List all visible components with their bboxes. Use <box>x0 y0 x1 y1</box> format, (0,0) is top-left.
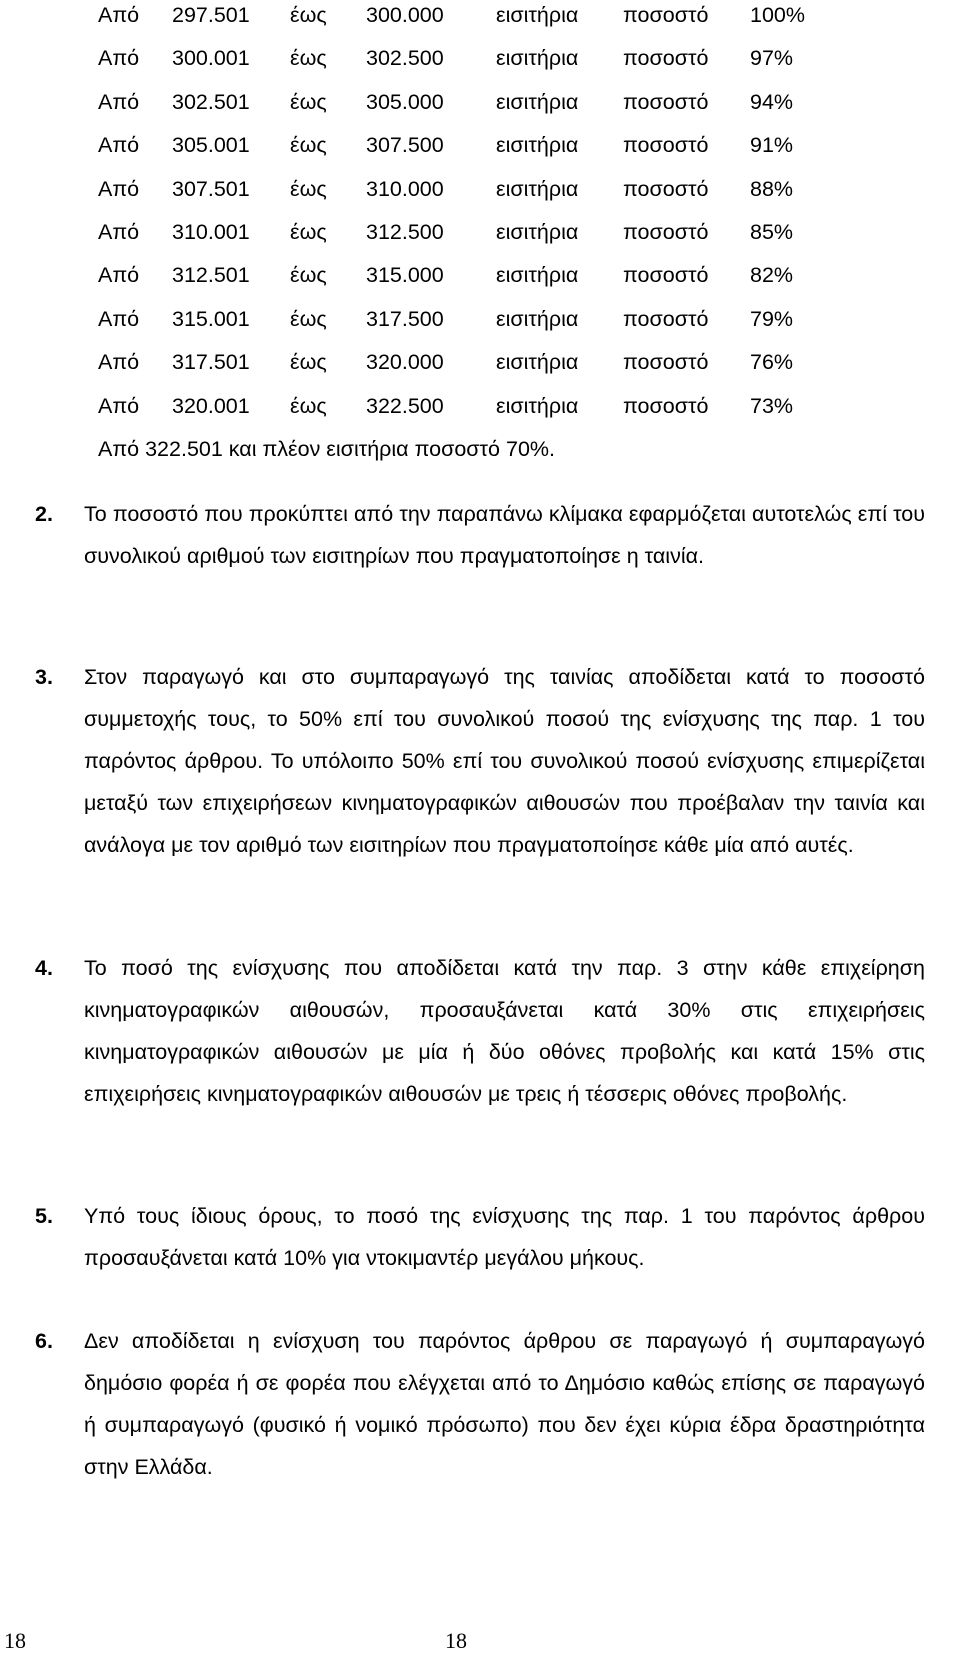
tier-tickets: εισιτήρια <box>496 133 579 158</box>
tier-to: έως <box>290 133 327 158</box>
tier-from: Από <box>98 350 140 375</box>
tier-pct-label: ποσοστό <box>623 3 709 27</box>
tier-row <box>98 174 858 217</box>
tier-from: Από <box>98 176 140 201</box>
tier-upper: 305.000 <box>366 89 444 114</box>
tier-upper: 312.500 <box>366 219 444 244</box>
tier-lower: 302.501 <box>172 89 250 114</box>
paragraph-4 <box>35 947 925 1115</box>
paragraph-text: Δεν αποδίδεται η ενίσχυση του παρόντος άρθρου σε παραγωγό ή συμπαραγωγό δημόσιο φορέα ή σε φορέα που ελέγχεται από το Δημόσιο καθώς επίσης σε παραγωγό ή συμπαραγωγό (φυσικό ή νομικό πρόσωπο) που δεν έχει κύρια έδρα δραστηριότητα στην Ελλάδα. <box>84 1329 925 1479</box>
paragraph-number: 5. <box>35 1204 53 1228</box>
tier-from: Από <box>98 219 140 244</box>
paragraph-6 <box>35 1320 925 1488</box>
tier-to: έως <box>290 89 327 114</box>
tier-from: Από <box>98 263 140 288</box>
tier-tickets: εισιτήρια <box>496 350 579 375</box>
paragraph-5 <box>35 1195 925 1279</box>
tier-to: έως <box>290 393 327 418</box>
tier-pct: 100% <box>750 3 805 27</box>
paragraph-number: 6. <box>35 1329 53 1353</box>
tier-tickets: εισιτήρια <box>496 306 579 331</box>
tier-to: έως <box>290 219 327 244</box>
tier-pct: 94% <box>750 89 794 114</box>
tier-lower: 310.001 <box>172 219 250 244</box>
paragraph-text: Το ποσοστό που προκύπτει από την παραπάνω κλίμακα εφαρμόζεται αυτοτελώς επί του συνολικού αριθμού των εισιτηρίων που πραγματοποίησε η ταινία. <box>84 502 925 568</box>
tier-from: Από <box>98 133 140 158</box>
tier-tickets: εισιτήρια <box>496 393 579 418</box>
tier-tickets: εισιτήρια <box>496 219 579 244</box>
paragraph-2 <box>35 493 925 577</box>
tier-pct-label: ποσοστό <box>623 46 709 71</box>
tier-to: έως <box>290 3 327 27</box>
tier-from: Από <box>98 393 140 418</box>
ticket-tier-table <box>98 0 858 477</box>
tier-upper: 307.500 <box>366 133 444 158</box>
tier-to: έως <box>290 350 327 375</box>
tier-lower: 305.001 <box>172 133 250 158</box>
tier-lower: 312.501 <box>172 263 250 288</box>
tier-row <box>98 0 858 43</box>
tier-pct: 85% <box>750 219 794 244</box>
tier-pct-label: ποσοστό <box>623 89 709 114</box>
tier-pct-label: ποσοστό <box>623 219 709 244</box>
tier-pct: 73% <box>750 393 794 418</box>
tier-to: έως <box>290 306 327 331</box>
tier-pct: 97% <box>750 46 794 71</box>
tier-upper: 302.500 <box>366 46 444 71</box>
tier-row <box>98 260 858 303</box>
page-number-center: 18 <box>445 1628 467 1653</box>
tier-row <box>98 87 858 130</box>
tier-pct: 76% <box>750 350 794 375</box>
paragraph-number: 3. <box>35 665 53 689</box>
paragraph-text: Υπό τους ίδιους όρους, το ποσό της ενίσχυσης της παρ. 1 του παρόντος άρθρου προσαυξάνεται κατά 10% για ντοκιμαντέρ μεγάλου μήκους. <box>84 1204 925 1270</box>
tier-upper: 310.000 <box>366 176 444 201</box>
tier-pct-label: ποσοστό <box>623 350 709 375</box>
tier-lower: 300.001 <box>172 46 250 71</box>
tier-upper: 322.500 <box>366 393 444 418</box>
paragraph-text: Στον παραγωγό και στο συμπαραγωγό της ταινίας αποδίδεται κατά το ποσοστό συμμετοχής τους, το 50% επί του συνολικού ποσού της ενίσχυσης της παρ. 1 του παρόντος άρθρου. Το υπόλοιπο 50% επί του συνολικού ποσού ενίσχυσης επιμερίζεται μεταξύ των επιχειρήσεων κινηματογραφικών αιθουσών που προέβαλαν την ταινία και ανάλογα με τον αριθμό των εισιτηρίων που πραγματοποίησε κάθε μία από αυτές. <box>84 665 925 857</box>
tier-upper: 315.000 <box>366 263 444 288</box>
tier-from: Από <box>98 3 140 27</box>
tier-row <box>98 391 858 434</box>
tier-pct: 79% <box>750 306 794 331</box>
tier-tickets: εισιτήρια <box>496 176 579 201</box>
tier-lower: 317.501 <box>172 350 250 375</box>
tier-lower: 307.501 <box>172 176 250 201</box>
tier-row <box>98 217 858 260</box>
tier-lower: 315.001 <box>172 306 250 331</box>
tier-pct: 88% <box>750 176 794 201</box>
tier-pct-label: ποσοστό <box>623 133 709 158</box>
tier-lower: 297.501 <box>172 3 250 27</box>
tier-pct-label: ποσοστό <box>623 263 709 288</box>
tier-row <box>98 347 858 390</box>
tier-pct-label: ποσοστό <box>623 306 709 331</box>
tier-row <box>98 304 858 347</box>
tier-upper: 317.500 <box>366 306 444 331</box>
tier-from: Από <box>98 89 140 114</box>
tier-pct-label: ποσοστό <box>623 393 709 418</box>
tier-upper: 300.000 <box>366 3 444 27</box>
tier-lower: 320.001 <box>172 393 250 418</box>
tier-from: Από <box>98 46 140 71</box>
tier-tickets: εισιτήρια <box>496 263 579 288</box>
tier-to: έως <box>290 176 327 201</box>
paragraph-3 <box>35 656 925 866</box>
paragraph-number: 2. <box>35 502 53 526</box>
paragraph-number: 4. <box>35 956 53 980</box>
tier-to: έως <box>290 46 327 71</box>
tier-row <box>98 130 858 173</box>
tier-to: έως <box>290 263 327 288</box>
tier-pct-label: ποσοστό <box>623 176 709 201</box>
tier-from: Από <box>98 306 140 331</box>
paragraph-text: Το ποσό της ενίσχυσης που αποδίδεται κατά την παρ. 3 στην κάθε επιχείρηση κινηματογραφικών αιθουσών, προσαυξάνεται κατά 30% στις επιχειρήσεις κινηματογραφικών αιθουσών με μία ή δύο οθόνες προβολής και κατά 15% στις επιχειρήσεις κινηματογραφικών αιθουσών με τρεις ή τέσσερις οθόνες προβολής. <box>84 956 925 1106</box>
tier-pct: 91% <box>750 133 794 158</box>
tier-tickets: εισιτήρια <box>496 3 579 27</box>
tier-pct: 82% <box>750 263 794 288</box>
tier-tickets: εισιτήρια <box>496 46 579 71</box>
tier-last-row: Από 322.501 και πλέον εισιτήρια ποσοστό 70%. <box>98 436 555 461</box>
tier-row <box>98 43 858 86</box>
tier-tickets: εισιτήρια <box>496 89 579 114</box>
page-number-left: 18 <box>4 1628 26 1653</box>
tier-upper: 320.000 <box>366 350 444 375</box>
